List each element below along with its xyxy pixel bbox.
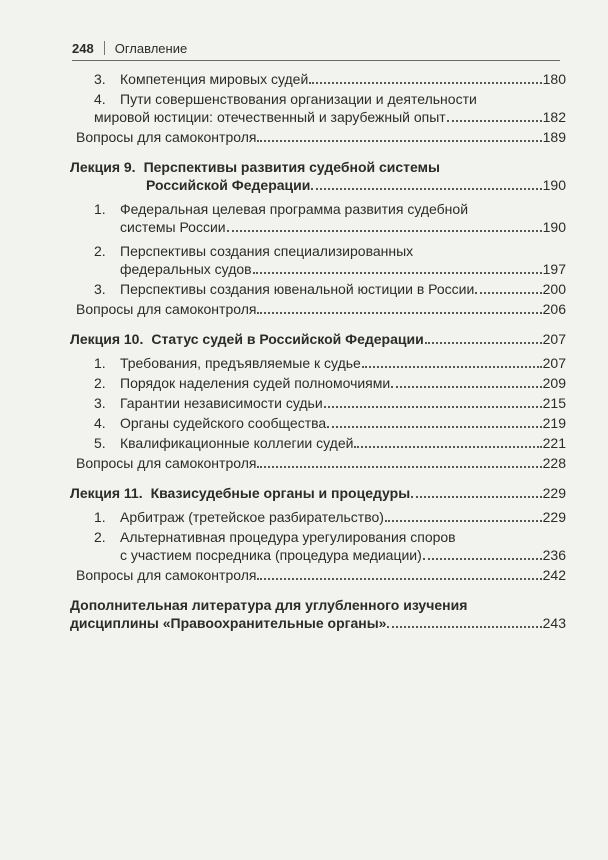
toc-entry-title: Органы судейского сообщества xyxy=(120,415,327,431)
toc-entry[interactable] xyxy=(76,414,566,432)
toc-entry-page: 180 xyxy=(542,71,566,87)
dot-leader xyxy=(354,446,541,448)
toc-entry[interactable] xyxy=(76,354,566,372)
toc-entry-title: Перспективы создания ювенальной юстиции в России xyxy=(120,281,475,297)
dot-leader xyxy=(387,626,541,628)
toc-entry[interactable] xyxy=(76,70,566,88)
toc-entry[interactable] xyxy=(76,528,566,564)
toc-entry-title: Вопросы для самоконтроля xyxy=(76,129,257,145)
toc-additional-literature[interactable] xyxy=(70,596,566,632)
toc-entry-page: 207 xyxy=(542,355,566,371)
lecture-label: Лекция 10. xyxy=(70,331,144,347)
toc-entry-title: Гарантии независимости судьи xyxy=(120,395,323,411)
dot-leader xyxy=(311,188,541,190)
dot-leader xyxy=(257,578,541,580)
toc-entry-title: Альтернативная процедура урегулирования споров xyxy=(120,529,456,545)
toc-entry-title-cont: мировой юстиции: отечественный и зарубежный опыт xyxy=(94,109,446,125)
lecture-page: 229 xyxy=(542,485,566,501)
toc-entry-title: Вопросы для самоконтроля xyxy=(76,301,257,317)
lecture-label: Лекция 11. xyxy=(70,485,143,501)
toc-entry[interactable] xyxy=(76,242,566,278)
dot-leader xyxy=(257,312,541,314)
toc-entry-page: 190 xyxy=(542,219,566,235)
dot-leader xyxy=(423,558,542,560)
toc-entry[interactable] xyxy=(76,90,566,126)
toc-lecture-10[interactable] xyxy=(70,330,566,348)
toc-entry-questions[interactable] xyxy=(76,454,566,472)
toc-entry-page: 219 xyxy=(542,415,566,431)
toc-entry-title-cont: федеральных судов xyxy=(120,261,252,277)
dot-leader xyxy=(362,366,542,368)
additional-title-cont: дисциплины «Правоохранительные органы» xyxy=(70,615,387,631)
dot-leader xyxy=(227,230,542,232)
toc-entry[interactable] xyxy=(76,434,566,452)
toc-entry-number: 2. xyxy=(94,243,106,259)
toc-entry-number: 3. xyxy=(94,71,106,87)
dot-leader xyxy=(327,426,541,428)
toc-entry-number: 3. xyxy=(94,395,106,411)
toc-entry-page: 236 xyxy=(542,547,566,563)
toc-entry[interactable] xyxy=(76,374,566,392)
toc-entry-page: 228 xyxy=(542,455,566,471)
toc-entry-number: 1. xyxy=(94,201,106,217)
toc-entry-title: Порядок наделения судей полномочиями xyxy=(120,375,391,391)
lecture-page: 190 xyxy=(542,177,566,193)
toc-entry-questions[interactable] xyxy=(76,566,566,584)
toc-entry-title: Перспективы создания специализированных xyxy=(120,243,414,259)
toc-entry[interactable] xyxy=(76,280,566,298)
toc-entry-title: Требования, предъявляемые к судье xyxy=(120,355,361,371)
dot-leader xyxy=(475,292,541,294)
lecture-title: Квазисудебные органы и процедуры xyxy=(150,485,411,501)
toc-entry-page: 200 xyxy=(542,281,566,297)
toc-entry-page: 182 xyxy=(542,109,566,125)
toc-entry-number: 2. xyxy=(94,375,106,391)
toc-entry-title: Федеральная целевая программа развития судебной xyxy=(120,201,469,217)
toc-entry-page: 189 xyxy=(542,129,566,145)
page-number: 248 xyxy=(72,40,94,56)
table-of-contents xyxy=(70,70,566,632)
toc-entry-page: 229 xyxy=(542,509,566,525)
dot-leader xyxy=(391,386,541,388)
dot-leader xyxy=(257,466,541,468)
lecture-title: Статус судей в Российской Федерации xyxy=(151,331,424,347)
toc-entry-title: Квалификационные коллегии судей xyxy=(120,435,354,451)
dot-leader xyxy=(425,342,542,344)
toc-entry-number: 3. xyxy=(94,281,106,297)
header-divider xyxy=(104,41,105,55)
toc-entry-page: 221 xyxy=(542,435,566,451)
toc-entry[interactable] xyxy=(76,508,566,526)
toc-entry-number: 2. xyxy=(94,529,106,545)
toc-entry-questions[interactable] xyxy=(76,300,566,318)
toc-entry-number: 1. xyxy=(94,509,106,525)
toc-lecture-9[interactable] xyxy=(70,158,566,194)
lecture-page: 207 xyxy=(542,331,566,347)
dot-leader xyxy=(324,406,542,408)
additional-title: Дополнительная литература для углубленного изучения xyxy=(70,597,468,613)
toc-entry-page: 197 xyxy=(542,261,566,277)
toc-lecture-11[interactable] xyxy=(70,484,566,502)
lecture-title-cont: Российской Федерации xyxy=(146,177,311,193)
toc-entry-title: Арбитраж (третейское разбирательство) xyxy=(120,509,384,525)
toc-entry-number: 4. xyxy=(94,415,106,431)
toc-entry-number: 5. xyxy=(94,435,106,451)
toc-entry[interactable] xyxy=(76,200,566,236)
dot-leader xyxy=(257,140,541,142)
dot-leader xyxy=(411,496,541,498)
dot-leader xyxy=(447,120,542,122)
lecture-title: Перспективы развития судебной системы xyxy=(143,159,440,175)
toc-entry[interactable] xyxy=(76,394,566,412)
dot-leader xyxy=(309,82,541,84)
toc-entry-title-cont: системы России xyxy=(120,219,226,235)
dot-leader xyxy=(253,272,542,274)
toc-entry-title: Компетенция мировых судей xyxy=(120,71,309,87)
additional-page: 243 xyxy=(542,615,566,631)
toc-entry-questions[interactable] xyxy=(76,128,566,146)
toc-entry-page: 215 xyxy=(542,395,566,411)
toc-entry-title-cont: с участием посредника (процедура медиации) xyxy=(120,547,422,563)
toc-entry-page: 242 xyxy=(542,567,566,583)
toc-entry-page: 206 xyxy=(542,301,566,317)
section-title: Оглавление xyxy=(114,40,188,56)
toc-entry-title: Вопросы для самоконтроля xyxy=(76,455,257,471)
running-header xyxy=(72,36,560,61)
toc-entry-number: 1. xyxy=(94,355,106,371)
toc-entry-title: Пути совершенствования организации и деятельности xyxy=(120,91,477,107)
toc-entry-title: Вопросы для самоконтроля xyxy=(76,567,257,583)
lecture-label: Лекция 9. xyxy=(70,159,136,175)
toc-entry-page: 209 xyxy=(542,375,566,391)
toc-entry-number: 4. xyxy=(94,91,106,107)
dot-leader xyxy=(385,520,542,522)
